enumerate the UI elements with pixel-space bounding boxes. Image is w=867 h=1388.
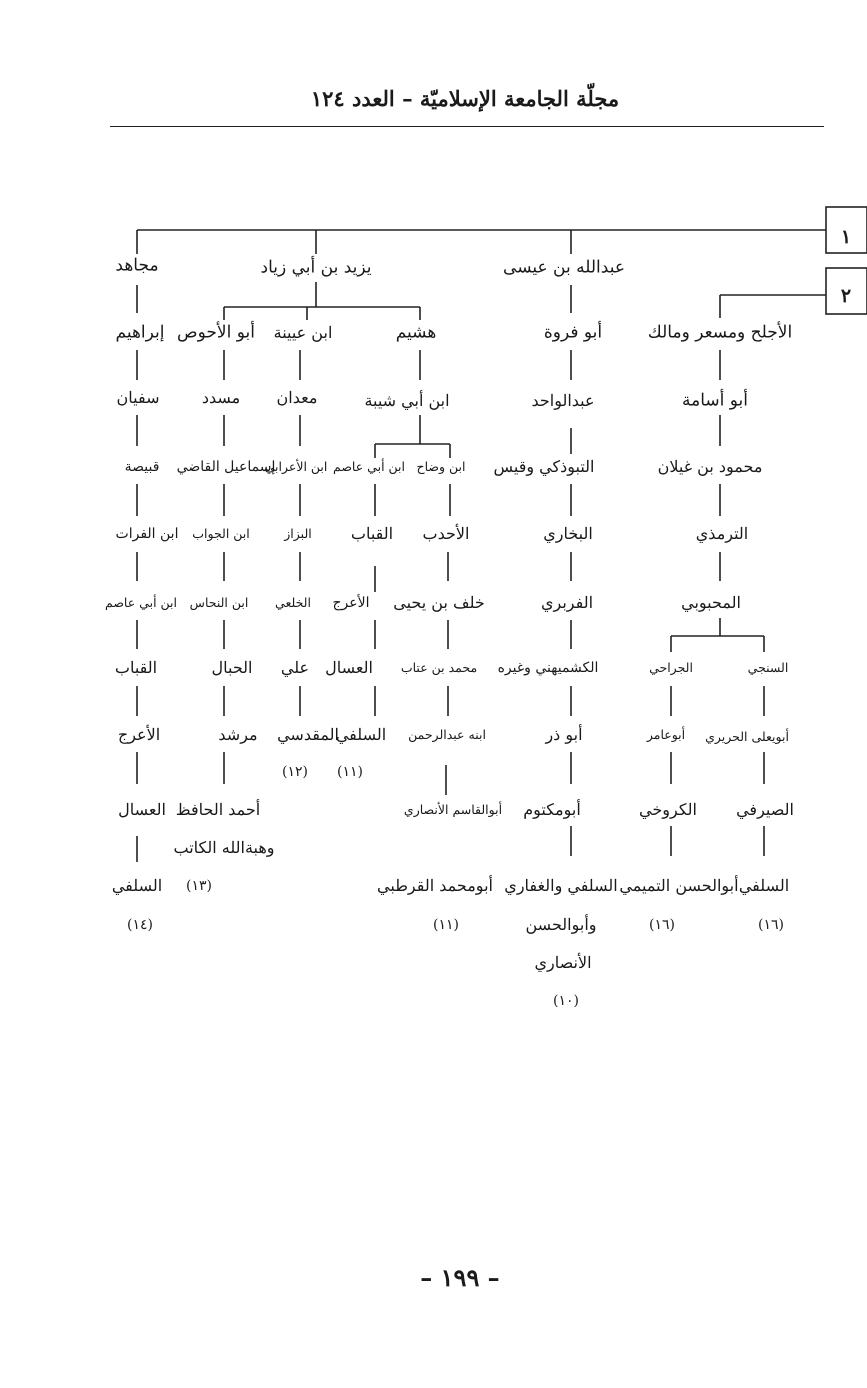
node-bukhari: البخاري [543,524,593,543]
node-abu-yala-hariri: أبويعلى الحريري [705,728,789,744]
node-abdullah: عبدالله بن عيسى [503,257,625,278]
node-ibn-jawwab: ابن الجواب [192,525,250,541]
node-sinji: السنجي [747,659,789,675]
node-jarrahi: الجراحي [649,659,693,675]
node-ahmad-hafiz: أحمد الحافظ [175,800,261,819]
node-mahbubi: المحبوبي [681,593,741,612]
ref-number-12: (١٢) [282,764,308,780]
node-ibn-furat: ابن الفرات [115,526,179,542]
node-ibrahim: إبراهيم [115,322,165,343]
ref-number-16-b: (١٦) [758,917,784,933]
node-ali: علي [280,658,310,677]
node-ahdab: الأحدب [422,524,470,543]
node-khalaf: خلف بن يحيى [393,593,485,612]
node-musaddad: مسدد [201,388,241,407]
page-number: – ١٩٩ – [420,1263,500,1292]
node-sayrafi: الصيرفي [736,800,794,819]
ref-number-11-a: (١١) [337,764,363,780]
node-abu-hasan-tamimi: أبوالحسن التميمي [619,876,739,895]
node-ibn-nahhas: ابن النحاس [189,594,249,610]
node-qabbab-7: القباب [114,658,158,677]
node-ibnuh-abdulrahman: ابنه عبدالرحمن [408,726,486,742]
node-ibn-waddah: ابن وضاح [416,458,466,474]
node-murshid: مرشد [218,725,258,744]
node-qabbab-5: القباب [350,524,394,543]
node-silafi-10b: السلفي [738,876,790,895]
node-assal-9: العسال [118,800,166,819]
node-abdulwahid: عبدالواحد [531,391,595,410]
node-ismail-qadi: إسماعيل القاضي [176,459,276,475]
node-araj-6: الأعرج [332,595,370,611]
node-ibn-abi-shaybah: ابن أبي شيبة [364,391,450,410]
box-1-label: ١ [840,226,852,248]
node-ibn-uyaynah: ابن عيينة [273,323,333,342]
node-ibn-attab: محمد بن عتاب [400,659,478,675]
node-araj-8: الأعرج [117,725,161,744]
box-2-label: ٢ [840,285,852,307]
node-ibn-arabi: ابن الأعرابي [264,458,328,474]
node-qabisah: قبيصة [124,459,160,475]
node-wa-abu-hasan: وأبوالحسن [525,915,597,934]
node-assal-7: العسال [325,658,373,677]
node-ibn-abi-asim-4: ابن أبي عاصم [333,458,405,474]
node-silafi-ghaffari: السلفي والغفاري [504,876,618,895]
node-ibn-abi-asim-6: ابن أبي عاصم [105,594,177,610]
node-abu-qasim-ansari: أبوالقاسم الأنصاري [403,801,503,817]
node-abu-ahwas: أبو الأحوص [177,322,255,343]
node-tabudhaki: التبوذكي وقيس [493,457,595,476]
node-silafi-10: السلفي [111,876,163,895]
node-hibatullah: وهبةالله الكاتب [173,838,275,857]
node-kushmihani: الكشميهني وغيره [497,660,599,676]
ref-number-13: (١٣) [186,878,212,894]
node-mahmud: محمود بن غيلان [657,457,763,476]
node-tirmidhi: الترمذي [695,524,749,543]
node-firabri: الفربري [540,593,594,612]
node-madan: معدان [276,388,318,407]
node-mujahid: مجاهد [115,255,159,276]
journal-header-title: مجلّة الجامعة الإسلاميّة – العدد ١٢٤ [310,86,620,111]
ref-number-10: (١٠) [553,993,579,1009]
node-khalai: الخلعي [275,594,311,610]
node-hushaym: هشيم [395,322,437,343]
node-habbal: الحبال [211,658,253,677]
node-abu-dharr: أبو ذر [545,725,583,744]
ref-number-11-b: (١١) [433,917,459,933]
node-abu-amir: أبوعامر [646,726,686,742]
node-yazid: يزيد بن أبي زياد [260,257,372,278]
node-ansari: الأنصاري [534,953,592,972]
node-ajlah: الأجلح ومسعر ومالك [647,322,793,343]
node-bazzaz: البزاز [284,525,312,541]
node-sufyan: سفيان [116,388,160,407]
node-abu-farwah: أبو فروة [543,322,603,343]
node-abu-muhammad-qurtubi: أبومحمد القرطبي [377,876,493,895]
node-maqdisi: المقدسي [277,725,339,744]
node-karukhi: الكروخي [639,800,697,819]
node-silafi-8: السلفي [335,725,387,744]
node-abu-usamah: أبو أسامة [681,390,749,411]
ref-number-16-a: (١٦) [649,917,675,933]
ref-number-14: (١٤) [127,917,153,933]
node-abu-maktum: أبومكتوم [523,800,581,819]
